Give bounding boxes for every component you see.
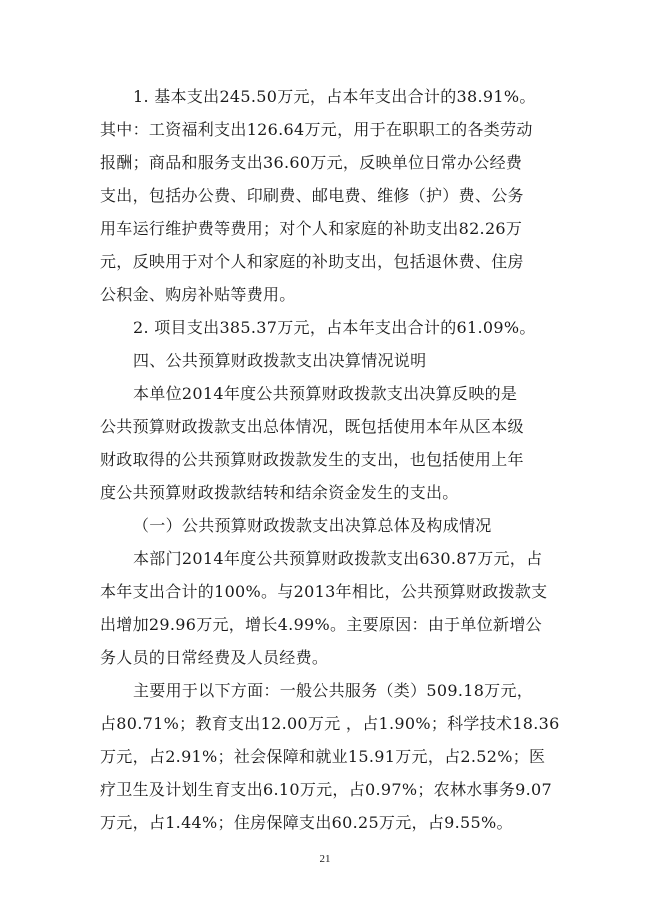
text-line: 报酬；商品和服务支出36.60万元，反映单位日常办公经费	[100, 153, 523, 172]
text-line: 财政取得的公共预算财政拨款发生的支出，也包括使用上年	[100, 450, 524, 469]
text-line: 1. 基本支出245.50万元，占本年支出合计的38.91%。	[133, 87, 536, 106]
section-heading: 四、公共预算财政拨款支出决算情况说明	[133, 351, 427, 370]
text-line: 本部门2014年度公共预算财政拨款支出630.87万元，占	[133, 549, 543, 568]
page-number: 21	[319, 853, 331, 865]
text-line: 其中：工资福利支出126.64万元，用于在职职工的各类劳动	[100, 120, 533, 139]
text-line: 占80.71%；教育支出12.00万元 ，占1.90%；科学技术18.36	[100, 714, 560, 733]
text-line: 本单位2014年度公共预算财政拨款支出决算反映的是	[133, 384, 518, 403]
text-line: 元，反映用于对个人和家庭的补助支出，包括退休费、住房	[100, 252, 524, 271]
text-line: 出增加29.96万元，增长4.99%。主要原因：由于单位新增公	[100, 615, 542, 634]
subsection-heading: （一）公共预算财政拨款支出决算总体及构成情况	[133, 516, 492, 535]
text-line: 万元，占1.44%；住房保障支出60.25万元，占9.55%。	[100, 813, 513, 832]
text-line: 公积金、购房补贴等费用。	[100, 285, 296, 304]
text-line: 用车运行维护费等费用；对个人和家庭的补助支出82.26万	[100, 219, 523, 238]
text-line: 万元，占2.91%；社会保障和就业15.91万元，占2.52%；医	[100, 747, 546, 766]
text-line: 公共预算财政拨款支出总体情况，既包括使用本年从区本级	[100, 417, 524, 436]
text-line: 疗卫生及计划生育支出6.10万元，占0.97%；农林水事务9.07	[100, 780, 552, 799]
text-line: 主要用于以下方面：一般公共服务（类）509.18万元，	[133, 681, 534, 700]
text-line: 务人员的日常经费及人员经费。	[100, 648, 329, 667]
text-line: 支出，包括办公费、印刷费、邮电费、维修（护）费、公务	[100, 186, 524, 205]
text-line: 本年支出合计的100%。与2013年相比，公共预算财政拨款支	[100, 582, 548, 601]
text-line: 2. 项目支出385.37万元，占本年支出合计的61.09%。	[133, 318, 536, 337]
text-line: 度公共预算财政拨款结转和结余资金发生的支出。	[100, 483, 459, 502]
